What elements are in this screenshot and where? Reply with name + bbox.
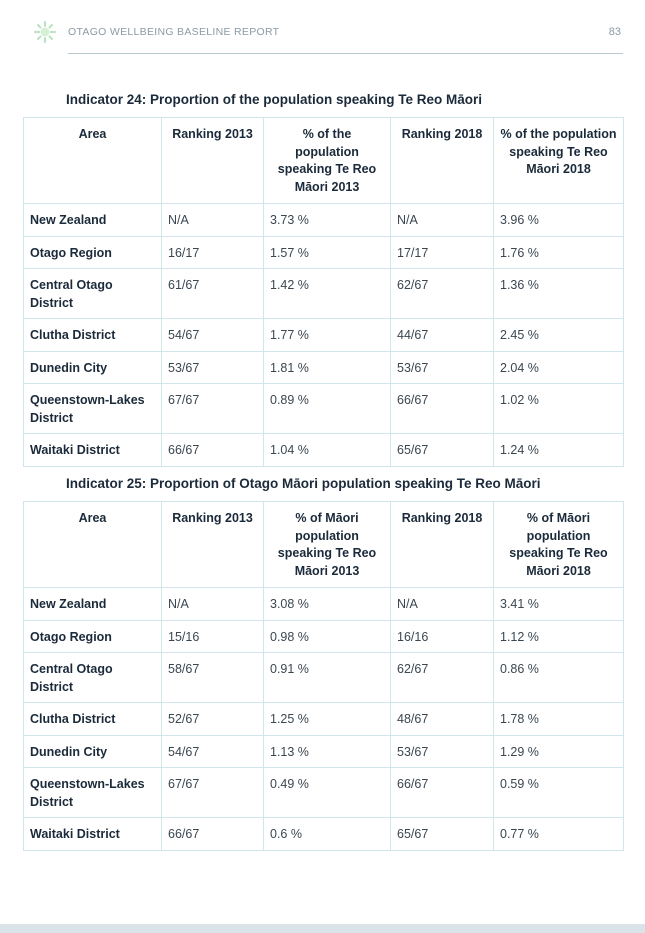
- ranking-2018-cell: 48/67: [391, 703, 494, 736]
- ranking-2018-cell: 66/67: [391, 768, 494, 818]
- pct-2018-cell: 0.77 %: [494, 818, 624, 851]
- page-footer-bar: [0, 924, 645, 933]
- ranking-2018-cell: 16/16: [391, 620, 494, 653]
- ranking-2013-cell: 58/67: [162, 653, 264, 703]
- ranking-2018-cell: 44/67: [391, 319, 494, 352]
- ranking-2013-cell: N/A: [162, 204, 264, 237]
- ranking-2018-cell: 66/67: [391, 384, 494, 434]
- area-cell: Waitaki District: [24, 434, 162, 467]
- pct-2018-cell: 1.12 %: [494, 620, 624, 653]
- table-row: [24, 236, 624, 269]
- indicator-25-title: Indicator 25: Proportion of Otago Māori population speaking Te Reo Māori: [66, 476, 541, 491]
- area-cell: Queenstown-Lakes District: [24, 768, 162, 818]
- report-title: OTAGO WELLBEING BASELINE REPORT: [68, 26, 280, 38]
- column-header-pct-2013: % of Māori population speaking Te Reo Māori 2013: [264, 502, 391, 588]
- area-cell: Otago Region: [24, 620, 162, 653]
- area-cell: Dunedin City: [24, 735, 162, 768]
- pct-2018-cell: 3.41 %: [494, 588, 624, 621]
- table-row: [24, 384, 624, 434]
- indicator-25-table: [23, 501, 624, 851]
- area-cell: Dunedin City: [24, 351, 162, 384]
- pct-2018-cell: 0.86 %: [494, 653, 624, 703]
- pct-2013-cell: 1.81 %: [264, 351, 391, 384]
- pct-2013-cell: 0.98 %: [264, 620, 391, 653]
- page-number: 83: [608, 26, 621, 38]
- area-cell: New Zealand: [24, 204, 162, 237]
- area-cell: Otago Region: [24, 236, 162, 269]
- table-header-row: [24, 502, 624, 588]
- table-row: [24, 653, 624, 703]
- table-row: [24, 620, 624, 653]
- page-header: [0, 0, 645, 60]
- pct-2018-cell: 0.59 %: [494, 768, 624, 818]
- ranking-2013-cell: 54/67: [162, 319, 264, 352]
- ranking-2018-cell: 53/67: [391, 351, 494, 384]
- ranking-2018-cell: 65/67: [391, 818, 494, 851]
- ranking-2018-cell: 62/67: [391, 653, 494, 703]
- table-row: [24, 735, 624, 768]
- column-header-ranking-2018: Ranking 2018: [391, 118, 494, 204]
- ranking-2013-cell: 15/16: [162, 620, 264, 653]
- table-row: [24, 269, 624, 319]
- pct-2013-cell: 0.91 %: [264, 653, 391, 703]
- ranking-2018-cell: 53/67: [391, 735, 494, 768]
- table-row: [24, 588, 624, 621]
- header-divider: [68, 53, 623, 54]
- pct-2018-cell: 1.24 %: [494, 434, 624, 467]
- area-cell: Central Otago District: [24, 653, 162, 703]
- table-header-row: [24, 118, 624, 204]
- ranking-2018-cell: 17/17: [391, 236, 494, 269]
- pct-2013-cell: 3.08 %: [264, 588, 391, 621]
- area-cell: New Zealand: [24, 588, 162, 621]
- pct-2018-cell: 1.36 %: [494, 269, 624, 319]
- pct-2018-cell: 2.45 %: [494, 319, 624, 352]
- pct-2018-cell: 1.78 %: [494, 703, 624, 736]
- area-cell: Waitaki District: [24, 818, 162, 851]
- ranking-2013-cell: 16/17: [162, 236, 264, 269]
- column-header-ranking-2013: Ranking 2013: [162, 502, 264, 588]
- table-row: [24, 703, 624, 736]
- indicator-24-title: Indicator 24: Proportion of the population speaking Te Reo Māori: [66, 92, 483, 107]
- table-row: [24, 768, 624, 818]
- ranking-2018-cell: N/A: [391, 204, 494, 237]
- pct-2013-cell: 1.25 %: [264, 703, 391, 736]
- ranking-2013-cell: 67/67: [162, 768, 264, 818]
- area-cell: Clutha District: [24, 319, 162, 352]
- column-header-pct-2018: % of the population speaking Te Reo Māori 2018: [494, 118, 624, 204]
- ranking-2018-cell: N/A: [391, 588, 494, 621]
- pct-2013-cell: 3.73 %: [264, 204, 391, 237]
- ranking-2013-cell: 52/67: [162, 703, 264, 736]
- pct-2013-cell: 1.57 %: [264, 236, 391, 269]
- table-row: [24, 204, 624, 237]
- pct-2013-cell: 1.77 %: [264, 319, 391, 352]
- ranking-2013-cell: 53/67: [162, 351, 264, 384]
- pct-2013-cell: 1.42 %: [264, 269, 391, 319]
- column-header-area: Area: [24, 118, 162, 204]
- pct-2013-cell: 1.04 %: [264, 434, 391, 467]
- pct-2018-cell: 1.29 %: [494, 735, 624, 768]
- column-header-ranking-2018: Ranking 2018: [391, 502, 494, 588]
- indicator-24-table: [23, 117, 624, 467]
- ranking-2018-cell: 62/67: [391, 269, 494, 319]
- table-row: [24, 319, 624, 352]
- ranking-2018-cell: 65/67: [391, 434, 494, 467]
- table-row: [24, 818, 624, 851]
- pct-2013-cell: 1.13 %: [264, 735, 391, 768]
- ranking-2013-cell: 54/67: [162, 735, 264, 768]
- pct-2018-cell: 3.96 %: [494, 204, 624, 237]
- ranking-2013-cell: 67/67: [162, 384, 264, 434]
- table-row: [24, 434, 624, 467]
- pct-2018-cell: 2.04 %: [494, 351, 624, 384]
- pct-2018-cell: 1.76 %: [494, 236, 624, 269]
- pct-2013-cell: 0.6 %: [264, 818, 391, 851]
- column-header-pct-2018: % of Māori population speaking Te Reo Māori 2018: [494, 502, 624, 588]
- pct-2013-cell: 0.49 %: [264, 768, 391, 818]
- area-cell: Clutha District: [24, 703, 162, 736]
- leaf-circle-icon: [33, 20, 57, 44]
- table-row: [24, 351, 624, 384]
- ranking-2013-cell: N/A: [162, 588, 264, 621]
- ranking-2013-cell: 61/67: [162, 269, 264, 319]
- area-cell: Queenstown-Lakes District: [24, 384, 162, 434]
- column-header-ranking-2013: Ranking 2013: [162, 118, 264, 204]
- column-header-pct-2013: % of the population speaking Te Reo Māori 2013: [264, 118, 391, 204]
- pct-2018-cell: 1.02 %: [494, 384, 624, 434]
- column-header-area: Area: [24, 502, 162, 588]
- ranking-2013-cell: 66/67: [162, 818, 264, 851]
- ranking-2013-cell: 66/67: [162, 434, 264, 467]
- pct-2013-cell: 0.89 %: [264, 384, 391, 434]
- area-cell: Central Otago District: [24, 269, 162, 319]
